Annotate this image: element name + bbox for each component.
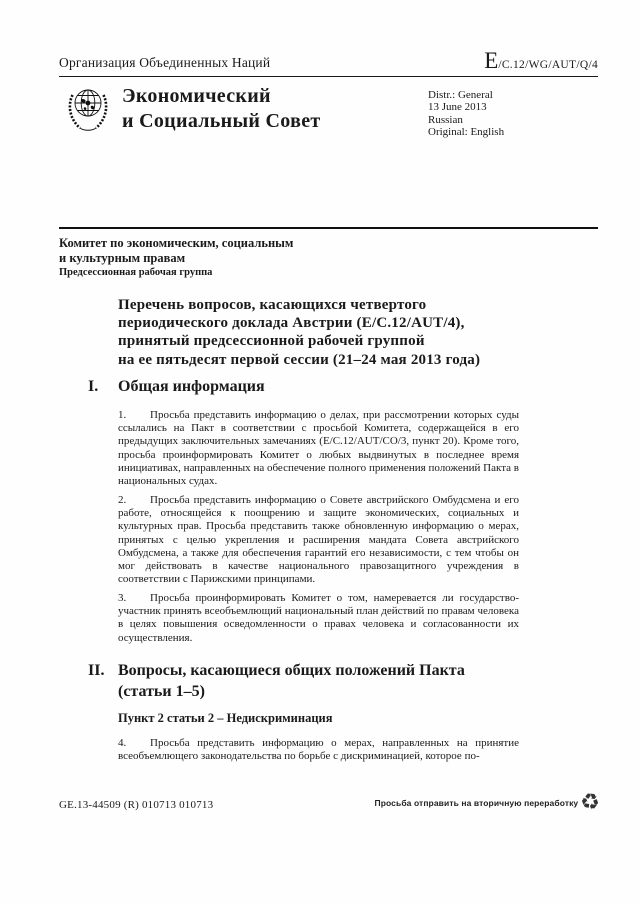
paragraph-3-number: 3. <box>118 592 127 604</box>
section-1-title: Общая информация <box>118 378 265 395</box>
paragraph-3 <box>118 592 519 645</box>
article-subheading: Пункт 2 статьи 2 – Недискриминация <box>118 711 333 725</box>
paragraph-4-number: 4. <box>118 737 127 749</box>
document-title-line2: периодического доклада Австрии (E/C.12/AUT/4), <box>118 315 465 332</box>
committee-name-line1: Комитет по экономическим, социальным <box>59 236 294 250</box>
document-title-line4: на ее пятьдесят первой сессии (21–24 мая 2013 года) <box>118 351 481 368</box>
council-title-line2: и Социальный Совет <box>122 110 321 132</box>
section-2-numeral: II. <box>88 662 105 679</box>
section-2-title-line1: Вопросы, касающиеся общих положений Пакта <box>118 662 465 679</box>
paragraph-1 <box>118 409 519 488</box>
section-1-heading <box>88 378 265 396</box>
distr-language: Russian <box>428 113 463 126</box>
document-title-line1: Перечень вопросов, касающихся четвертого <box>118 297 427 313</box>
document-reference-number: GE.13-44509 (R) 010713 010713 <box>59 799 214 811</box>
recycle-icon: ♻ <box>578 788 602 817</box>
paragraph-2-text: Просьба представить информацию о Совете австрийского Омбудсмена и его работе, относящейся к поощрению и защите экономических, социальных и культурных прав. Просьба представить также обновленную информацию о мерах, принятых с целью укрепления и расширения мандата Совета австрийского Омбудсмена, а также для обеспечения гарантий его независимости, с тем чтобы он мог действовать в качестве национального правозащитного учреждения в соответствии с Парижскими принципами. <box>118 494 519 586</box>
recycle-notice <box>374 788 602 817</box>
document-symbol <box>484 48 598 74</box>
paragraph-2 <box>118 494 519 586</box>
council-title <box>122 84 321 134</box>
section-2-title <box>118 661 465 702</box>
paragraph-3-text: Просьба проинформировать Комитет о том, намеревается ли государство-участник принять всеобъемлющий национальный план действий по правам человека в целях повышения осведомленности о правах человека и согласованности их осуществления. <box>118 592 519 644</box>
document-title-line3: принятый предсессионной рабочей группой <box>118 333 425 350</box>
section-divider <box>59 227 598 229</box>
council-title-line1: Экономический <box>122 85 271 107</box>
document-symbol-series: E <box>484 48 499 73</box>
section-2-heading <box>88 661 465 702</box>
document-symbol-number: /C.12/WG/AUT/Q/4 <box>498 59 598 71</box>
paragraph-4-text: Просьба представить информацию о мерах, направленных на принятие всеобъемлющего законодательства по борьбе с дискриминацией, которое по- <box>118 737 519 763</box>
distr-type: Distr.: General <box>428 89 493 101</box>
header-divider <box>59 76 598 77</box>
section-1-numeral: I. <box>88 378 99 395</box>
paragraph-1-text: Просьба представить информацию о делах, при рассмотрении которых суды ссылались на Пакт в соответствии с просьбой Комитета, содержащейся в его предыдущих заключительных замечаниях (E/C.12/AUT/CO/3, пункт 20). Кроме того, просьба проинформировать Комитет о любых выдвинутых в последнее время инициативах, направленных на обеспечение полного применения положений Пакта в национальных судах. <box>118 409 519 488</box>
paragraph-4 <box>118 737 519 763</box>
committee-block <box>59 236 293 281</box>
org-name: Организация Объединенных Наций <box>59 55 271 70</box>
paragraph-2-number: 2. <box>118 494 127 506</box>
paragraph-1-number: 1. <box>118 409 127 421</box>
un-emblem-icon <box>63 83 113 137</box>
document-title <box>118 296 480 369</box>
distr-original: Original: English <box>428 126 505 139</box>
working-group-name: Предсессионная рабочая группа <box>59 267 213 278</box>
recycle-notice-text: Просьба отправить на вторичную переработку <box>374 798 579 808</box>
section-2-title-line2: (статьи 1–5) <box>118 682 205 700</box>
distr-date: 13 June 2013 <box>428 101 487 114</box>
distribution-block <box>428 89 504 139</box>
committee-name-line2: и культурным правам <box>59 250 186 265</box>
